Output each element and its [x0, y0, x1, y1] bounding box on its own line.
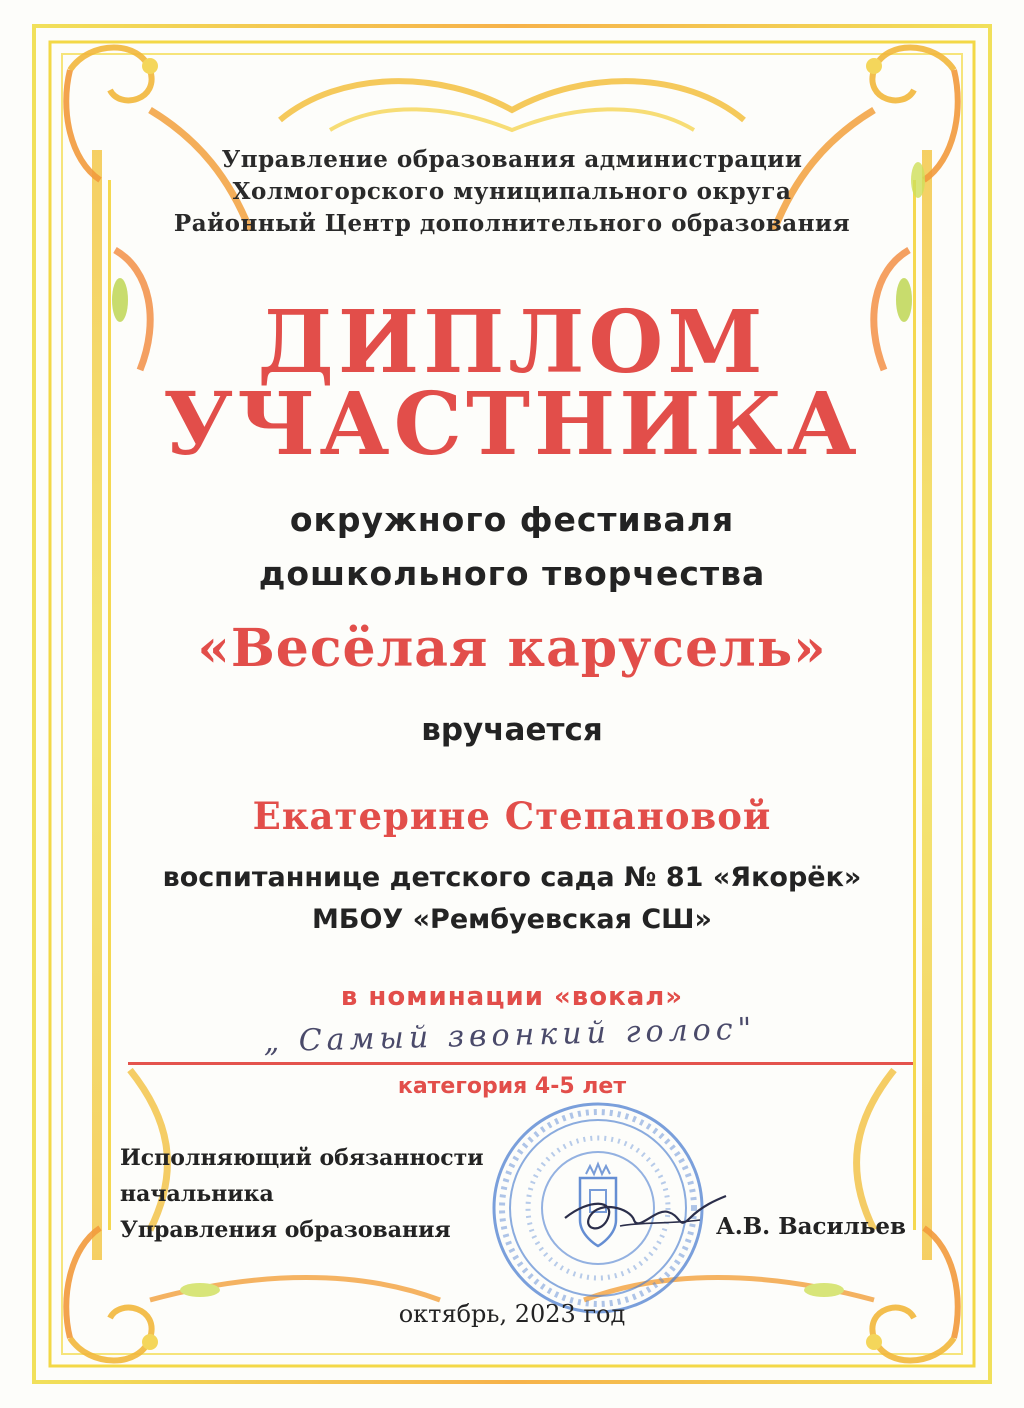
issue-date: октябрь, 2023 год — [398, 1300, 626, 1328]
festival-name: «Весёлая карусель» — [197, 618, 827, 679]
signer-title-line-3: Управления образования — [120, 1217, 451, 1243]
corner-ornament-bottom-right — [866, 1228, 958, 1361]
recipient-name: Екатерине Степановой — [252, 794, 772, 838]
underline-rule — [128, 1062, 913, 1065]
institution-line-1: воспитаннице детского сада № 81 «Якорёк» — [162, 862, 862, 893]
issuer-line-3: Районный Центр дополнительного образования — [173, 210, 851, 237]
issuer-line-2: Холмогорского муниципального округа — [232, 178, 792, 205]
issuer-line-1: Управление образования администрации — [221, 146, 803, 173]
signer-title-block — [120, 1140, 484, 1248]
awarded-text: вручается — [421, 712, 603, 748]
signer-name: А.В. Васильев — [716, 1213, 907, 1240]
signer-title-line-2: начальника — [120, 1181, 274, 1207]
institution-line-2: МБОУ «Рембуевская СШ» — [312, 904, 712, 935]
signer-title-line-1: Исполняющий обязанности — [120, 1145, 484, 1171]
handwritten-award-name: „ Самый звонкий голос" — [263, 1011, 757, 1060]
age-category: категория 4-5 лет — [397, 1074, 627, 1099]
diploma-title-line-2: УЧАСТНИКА — [163, 374, 861, 475]
signature-icon — [560, 1178, 730, 1248]
event-line-1: окружного фестиваля — [289, 500, 735, 539]
event-line-2: дошкольного творчества — [258, 554, 766, 593]
nomination: в номинации «вокал» — [340, 982, 684, 1012]
diploma-title-line-1: ДИПЛОМ — [257, 292, 767, 393]
